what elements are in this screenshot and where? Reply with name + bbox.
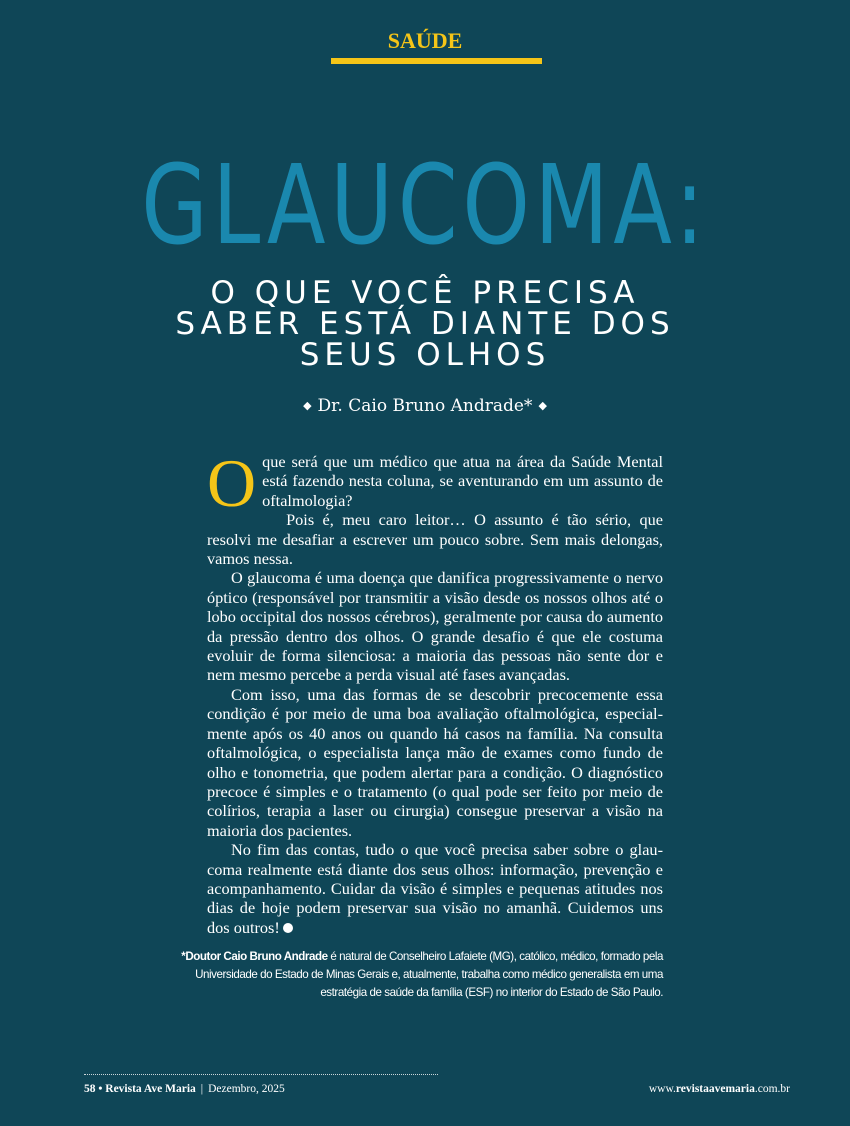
- article-paragraph: Com isso, uma das formas de se descobrir precocemente essa condição é por meio de uma boa avaliação oftalmológica, especialmente após os 40 anos ou quando há casos na família. Na consulta oftalmológica, o especialista lança mão de exames como fundo de olho e tonometria, que podem alertar para a condição. O diagnóstico precoce é simples e o tratamento (o qual pode ser feito por meio de colírios, terapia a laser ou cirurgia) consegue preservar a visão na maioria dos pacientes.: [207, 684, 663, 840]
- url-prefix: www.: [648, 1083, 676, 1095]
- article-paragraph: O glaucoma é uma doença que danifica progressivamente o nervo óptico (responsável por transmitir a visão desde os nossos olhos até o lobo occipital dos nossos cérebros), geralmente por causa do aumento da pressão dentro dos olhos. O grande desafio é que ele costuma evoluir de forma silenciosa: a maioria das pessoas não sente dor e nem mesmo percebe a perda visual até fases avançadas.: [207, 568, 663, 685]
- website-link[interactable]: [649, 1083, 790, 1095]
- diamond-icon: ◆: [303, 399, 312, 412]
- url-brand: revistaavemaria: [675, 1083, 755, 1095]
- subtitle-line: O QUE VOCÊ PRECISA: [210, 275, 640, 311]
- footer-separator: |: [200, 1083, 204, 1095]
- issue-date: Dezembro, 2025: [208, 1083, 285, 1095]
- section-rule: [331, 58, 542, 64]
- article-subtitle: [0, 275, 850, 373]
- end-mark-icon: [283, 923, 293, 933]
- article-paragraph: [207, 445, 663, 521]
- section-label: SAÚDE: [387, 28, 463, 53]
- subtitle-line: SABER ESTÁ DIANTE DOS: [175, 306, 675, 342]
- byline: [0, 396, 850, 416]
- footer-page-info: [84, 1083, 285, 1095]
- url-suffix: .com.br: [754, 1083, 790, 1095]
- byline-author: Dr. Caio Bruno Andrade*: [317, 396, 533, 416]
- page-number-magazine: 58 • Revista Ave Maria: [84, 1083, 196, 1095]
- article-body: [207, 445, 663, 937]
- footer-rule: [84, 1074, 438, 1075]
- subtitle-line: SEUS OLHOS: [299, 337, 551, 373]
- article-paragraph: [207, 840, 663, 937]
- drop-cap: O: [207, 445, 257, 521]
- paragraph-text: que será que um médico que atua na área da Saúde Mental está fazendo nesta coluna, se aventurando em um assunto de oftalmologia?: [262, 452, 663, 510]
- article-paragraph: Pois é, meu caro leitor… O assunto é tão sério, que resolvi me desafiar a escrever um pouco sobre. Sem mais delongas, vamos nessa.: [207, 510, 663, 569]
- paragraph-text: No fim das contas, tudo o que você precisa saber sobre o glaucoma realmente está diante dos seus olhos: informação, prevenção e acompanhamento. Cuidar da visão é simples e pequenas atitudes nos dias de hoje podem preservar sua visão no amanhã. Cuidemos uns dos outros!: [207, 840, 663, 937]
- footnote-text: é natural de Conselheiro Lafaiete (MG), católico, médico, formado pela Universidade do Estado de Minas Gerais e, atualmente, trabalha como médico generalista em uma estratégia de saúde da família (ESF) no interior do Estado de São Paulo.: [195, 950, 663, 999]
- diamond-icon: ◆: [538, 399, 547, 412]
- footnote-author: *Doutor Caio Bruno Andrade: [181, 950, 328, 963]
- author-footnote: [180, 948, 663, 1002]
- article-title: GLAUCOMA:: [141, 141, 709, 269]
